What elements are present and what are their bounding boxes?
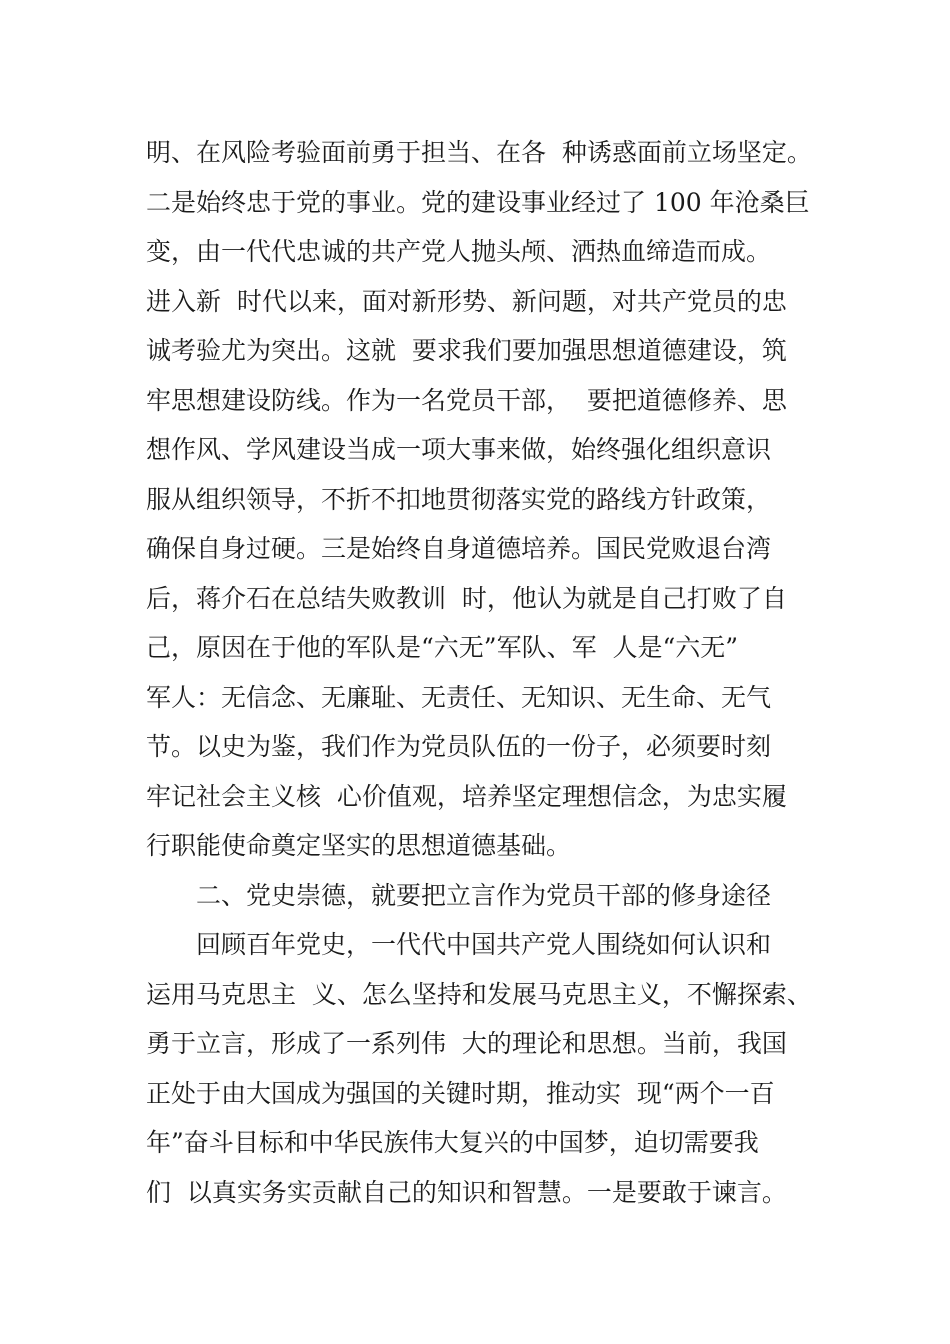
text-line: 二是始终忠于党的事业。党的建设事业经过了 100 年沧桑巨: [146, 187, 810, 217]
text-line: 明、在风险考验面前勇于担当、在各 种诱惑面前立场坚定。: [146, 138, 812, 167]
text-line: 变，由一代代忠诚的共产党人抛头颅、洒热血缔造而成。: [146, 237, 772, 266]
body-text: [146, 128, 846, 1217]
paragraph-first-line: 回顾百年党史，一代代中国共产党人围绕如何认识和: [196, 930, 772, 959]
text-line: 们 以真实务实贡献自己的知识和智慧。一是要敢于谏言。: [146, 1177, 787, 1207]
text-line: 己，原因在于他的军队是“六无”军队、军 人是“六无”: [146, 633, 739, 662]
text-line: 军人：无信念、无廉耻、无责任、无知识、无生命、无气: [146, 682, 772, 712]
text-line: 正处于由大国成为强国的关键时期，推动实 现“两个一百: [146, 1078, 775, 1108]
text-line: 牢思想建设防线。作为一名党员干部， 要把道德修养、思: [146, 385, 787, 415]
text-line: 诚考验尤为突出。这就 要求我们要加强思想道德建设，筑: [146, 336, 787, 365]
text-line: 年”奋斗目标和中华民族伟大复兴的中国梦，迫切需要我: [146, 1128, 759, 1157]
text-line: 勇于立言，形成了一系列伟 大的理论和思想。当前，我国: [146, 1029, 787, 1058]
text-line: 节。以史为鉴，我们作为党员队伍的一份子，必须要时刻: [146, 732, 772, 761]
section-heading: 二、党史崇德，就要把立言作为党员干部的修身途径: [196, 880, 772, 910]
text-line: 想作风、学风建设当成一项大事来做，始终强化组织意识: [146, 435, 772, 464]
text-line: 确保自身过硬。三是始终自身道德培养。国民党败退台湾: [146, 534, 772, 563]
text-line: 进入新 时代以来，面对新形势、新问题，对共产党员的忠: [146, 286, 787, 316]
text-line: 行职能使命奠定坚实的思想道德基础。: [146, 831, 572, 860]
text-line: 运用马克思主 义、怎么坚持和发展马克思主义，不懈探索、: [146, 979, 812, 1009]
text-line: 后，蒋介石在总结失败教训 时，他认为就是自己打败了自: [146, 583, 787, 613]
text-line: 服从组织领导，不折不扣地贯彻落实党的路线方针政策，: [146, 484, 772, 514]
text-line: 牢记社会主义核 心价值观，培养坚定理想信念，为忠实履: [146, 781, 787, 811]
